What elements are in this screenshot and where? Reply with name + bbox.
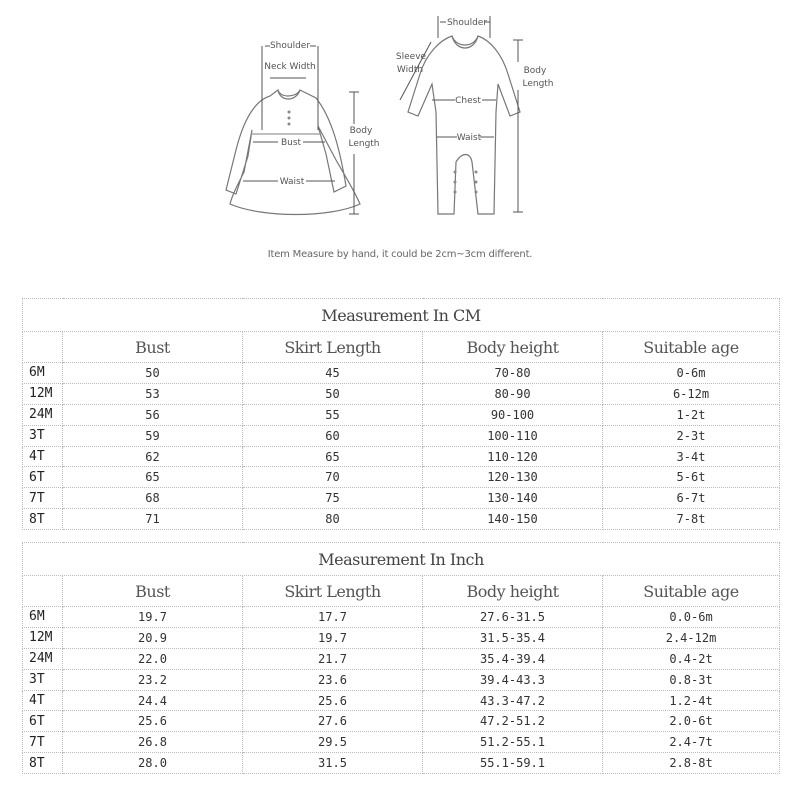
- table-cell: 65: [63, 467, 243, 488]
- table-row: [23, 690, 780, 711]
- size-table-cm: [22, 298, 780, 530]
- table-row: [23, 711, 780, 732]
- table-header-row: [23, 332, 780, 363]
- size-label: 7T: [23, 488, 63, 509]
- column-header: Suitable age: [603, 576, 780, 607]
- size-table-inch: [22, 542, 780, 774]
- table-cell: 20.9: [63, 627, 243, 648]
- table-cell: 55: [243, 404, 423, 425]
- table-cell: 2.4-12m: [603, 627, 780, 648]
- column-header: Suitable age: [603, 332, 780, 363]
- table-cell: 90-100: [423, 404, 603, 425]
- table-cell: 43.3-47.2: [423, 690, 603, 711]
- romper-length-label: Length: [522, 79, 554, 89]
- table-title: Measurement In Inch: [23, 543, 780, 576]
- table-cell: 35.4-39.4: [423, 648, 603, 669]
- table-cell: 50: [243, 383, 423, 404]
- romper-sleeve-label: Sleeve: [395, 52, 427, 62]
- table-title-row: [23, 543, 780, 576]
- dress-neck-width-label: Neck Width: [264, 62, 316, 72]
- table-cell: 39.4-43.3: [423, 669, 603, 690]
- table-row: [23, 732, 780, 753]
- column-header: Bust: [63, 576, 243, 607]
- size-label: 6T: [23, 711, 63, 732]
- table-cell: 19.7: [63, 607, 243, 628]
- table-cell: 21.7: [243, 648, 423, 669]
- table-cell: 2.8-8t: [603, 753, 780, 774]
- table-cell: 1.2-4t: [603, 690, 780, 711]
- size-label: 7T: [23, 732, 63, 753]
- column-header: [23, 332, 63, 363]
- size-label: 8T: [23, 509, 63, 530]
- table-cell: 23.2: [63, 669, 243, 690]
- table-cell: 55.1-59.1: [423, 753, 603, 774]
- column-header: Skirt Length: [243, 576, 423, 607]
- table-cell: 50: [63, 363, 243, 384]
- table-cell: 80-90: [423, 383, 603, 404]
- size-label: 12M: [23, 383, 63, 404]
- table-cell: 25.6: [63, 711, 243, 732]
- table-header-row: [23, 576, 780, 607]
- table-cell: 80: [243, 509, 423, 530]
- dress-waist-label: Waist: [279, 177, 305, 187]
- size-label: 8T: [23, 753, 63, 774]
- table-cell: 2.0-6t: [603, 711, 780, 732]
- table-row: [23, 753, 780, 774]
- column-header: Skirt Length: [243, 332, 423, 363]
- column-header: Body height: [423, 576, 603, 607]
- table-row: [23, 363, 780, 384]
- table-cell: 60: [243, 425, 423, 446]
- table-cell: 0.4-2t: [603, 648, 780, 669]
- table-cell: 56: [63, 404, 243, 425]
- table-cell: 130-140: [423, 488, 603, 509]
- table-cell: 71: [63, 509, 243, 530]
- table-cell: 47.2-51.2: [423, 711, 603, 732]
- table-cell: 19.7: [243, 627, 423, 648]
- table-cell: 17.7: [243, 607, 423, 628]
- column-header: [23, 576, 63, 607]
- table-row: [23, 669, 780, 690]
- table-title-row: [23, 299, 780, 332]
- column-header: Body height: [423, 332, 603, 363]
- table-cell: 53: [63, 383, 243, 404]
- table-cell: 29.5: [243, 732, 423, 753]
- measurement-note: Item Measure by hand, it could be 2cm~3cm different.: [267, 249, 533, 260]
- table-cell: 2.4-7t: [603, 732, 780, 753]
- size-label: 24M: [23, 648, 63, 669]
- size-label: 6M: [23, 607, 63, 628]
- table-cell: 51.2-55.1: [423, 732, 603, 753]
- table-cell: 28.0: [63, 753, 243, 774]
- dress-bust-label: Bust: [280, 138, 302, 148]
- dress-shoulder-label: Shoulder: [269, 41, 311, 51]
- size-label: 3T: [23, 425, 63, 446]
- table-row: [23, 627, 780, 648]
- table-row: [23, 446, 780, 467]
- size-label: 12M: [23, 627, 63, 648]
- dress-length-label: Length: [348, 139, 380, 149]
- table-row: [23, 383, 780, 404]
- table-cell: 70: [243, 467, 423, 488]
- table-row: [23, 404, 780, 425]
- table-cell: 45: [243, 363, 423, 384]
- size-label: 3T: [23, 669, 63, 690]
- table-cell: 23.6: [243, 669, 423, 690]
- table-cell: 110-120: [423, 446, 603, 467]
- table-cell: 31.5-35.4: [423, 627, 603, 648]
- table-cell: 70-80: [423, 363, 603, 384]
- table-cell: 0.8-3t: [603, 669, 780, 690]
- table-cell: 59: [63, 425, 243, 446]
- table-cell: 100-110: [423, 425, 603, 446]
- size-label: 6M: [23, 363, 63, 384]
- table-row: [23, 467, 780, 488]
- table-cell: 24.4: [63, 690, 243, 711]
- table-cell: 27.6: [243, 711, 423, 732]
- size-label: 6T: [23, 467, 63, 488]
- table-cell: 0.0-6m: [603, 607, 780, 628]
- dress-illustration: [226, 90, 360, 215]
- size-label: 24M: [23, 404, 63, 425]
- romper-body-label: Body: [523, 66, 547, 76]
- table-cell: 5-6t: [603, 467, 780, 488]
- table-row: [23, 509, 780, 530]
- table-row: [23, 425, 780, 446]
- table-cell: 22.0: [63, 648, 243, 669]
- size-label: 4T: [23, 446, 63, 467]
- table-cell: 140-150: [423, 509, 603, 530]
- table-cell: 6-12m: [603, 383, 780, 404]
- table-row: [23, 488, 780, 509]
- romper-chest-label: Chest: [455, 96, 481, 106]
- table-cell: 25.6: [243, 690, 423, 711]
- size-label: 4T: [23, 690, 63, 711]
- table-cell: 65: [243, 446, 423, 467]
- table-row: [23, 607, 780, 628]
- table-cell: 6-7t: [603, 488, 780, 509]
- table-cell: 2-3t: [603, 425, 780, 446]
- table-cell: 31.5: [243, 753, 423, 774]
- romper-width-label: Width: [396, 65, 424, 75]
- size-diagram: [0, 0, 800, 240]
- table-cell: 75: [243, 488, 423, 509]
- table-title: Measurement In CM: [23, 299, 780, 332]
- table-cell: 3-4t: [603, 446, 780, 467]
- table-cell: 120-130: [423, 467, 603, 488]
- table-cell: 26.8: [63, 732, 243, 753]
- table-cell: 62: [63, 446, 243, 467]
- table-cell: 0-6m: [603, 363, 780, 384]
- romper-illustration: [408, 36, 520, 214]
- column-header: Bust: [63, 332, 243, 363]
- table-row: [23, 648, 780, 669]
- dress-buttons-icon: [288, 111, 291, 126]
- table-cell: 68: [63, 488, 243, 509]
- romper-shoulder-label: Shoulder: [446, 18, 488, 28]
- romper-waist-label: Waist: [456, 133, 482, 143]
- table-cell: 7-8t: [603, 509, 780, 530]
- dress-body-label: Body: [349, 126, 373, 136]
- table-cell: 27.6-31.5: [423, 607, 603, 628]
- table-cell: 1-2t: [603, 404, 780, 425]
